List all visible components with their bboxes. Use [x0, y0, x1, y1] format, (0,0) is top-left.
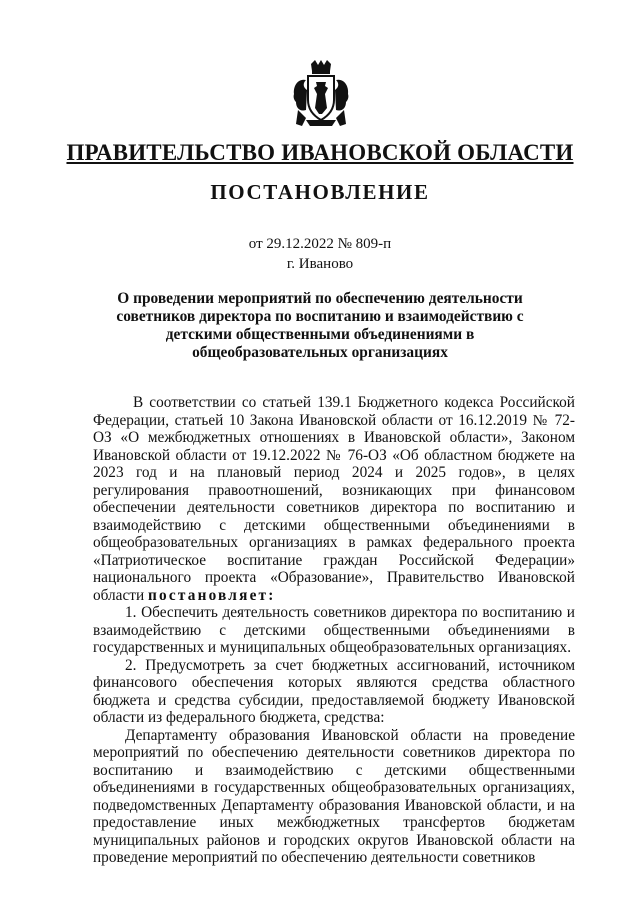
item-1-paragraph: 1. Обеспечить деятельность советников директора по воспитанию и взаимодействию с детскими общественными объединениями в государственных и муниципальных общеобразовательных организациях.	[93, 604, 575, 656]
item-2-text-paragraph: Департаменту образования Ивановской области на проведение мероприятий по обеспечению деятельности советников директора по воспитанию и взаимодействию с детскими общественными объединениями в государственных общеобразовательных организациях, подведомственных Департаменту образования Ивановской области, и на предоставление иных межбюджетных трансфертов бюджетам муниципальных районов и городских округов Ивановской области на проведение мероприятий по обеспечению деятельности советников	[93, 726, 575, 866]
coat-of-arms-icon	[292, 60, 350, 128]
decree-word: постановляет:	[147, 586, 276, 604]
preamble-text: В соответствии со статьей 139.1 Бюджетного кодекса Российской Федерации, статьей 10 Закона Ивановской области от 16.12.2019 № 72-ОЗ «О межбюджетных отношениях в Ивановской области», Законом Ивановской области от 19.12.2022 № 76-ОЗ «Об областном бюджете на 2023 год и на плановый период 2024 и 2025 годов», в целях регулирования правоотношений, возникающих при финансовом обеспечении деятельности советников директора по воспитанию и взаимодействию с детскими общественными объединениями в общеобразовательных организациях в рамках федерального проекта «Патриотическое воспитание граждан Российской Федерации» национального проекта «Образование», Правительство Ивановской области	[93, 394, 575, 604]
government-name: ПРАВИТЕЛЬСТВО ИВАНОВСКОЙ ОБЛАСТИ	[66, 140, 574, 165]
preamble-paragraph	[93, 394, 575, 604]
document-city: г. Иваново	[286, 256, 354, 272]
document-date-number: от 29.12.2022 № 809-п	[248, 236, 392, 252]
item-2-paragraph: 2. Предусмотреть за счет бюджетных ассигнований, источником финансового обеспечения которых являются средства областного бюджета и средства субсидии, предоставляемой бюджету Ивановской области из федерального бюджета, средства:	[93, 656, 575, 726]
document-body	[93, 394, 575, 867]
document-title: О проведении мероприятий по обеспечению деятельности советников директора по воспитанию и взаимодействию с детскими общественными объединениями в общеобразовательных организациях	[116, 290, 524, 361]
document-type: ПОСТАНОВЛЕНИЕ	[210, 180, 430, 204]
